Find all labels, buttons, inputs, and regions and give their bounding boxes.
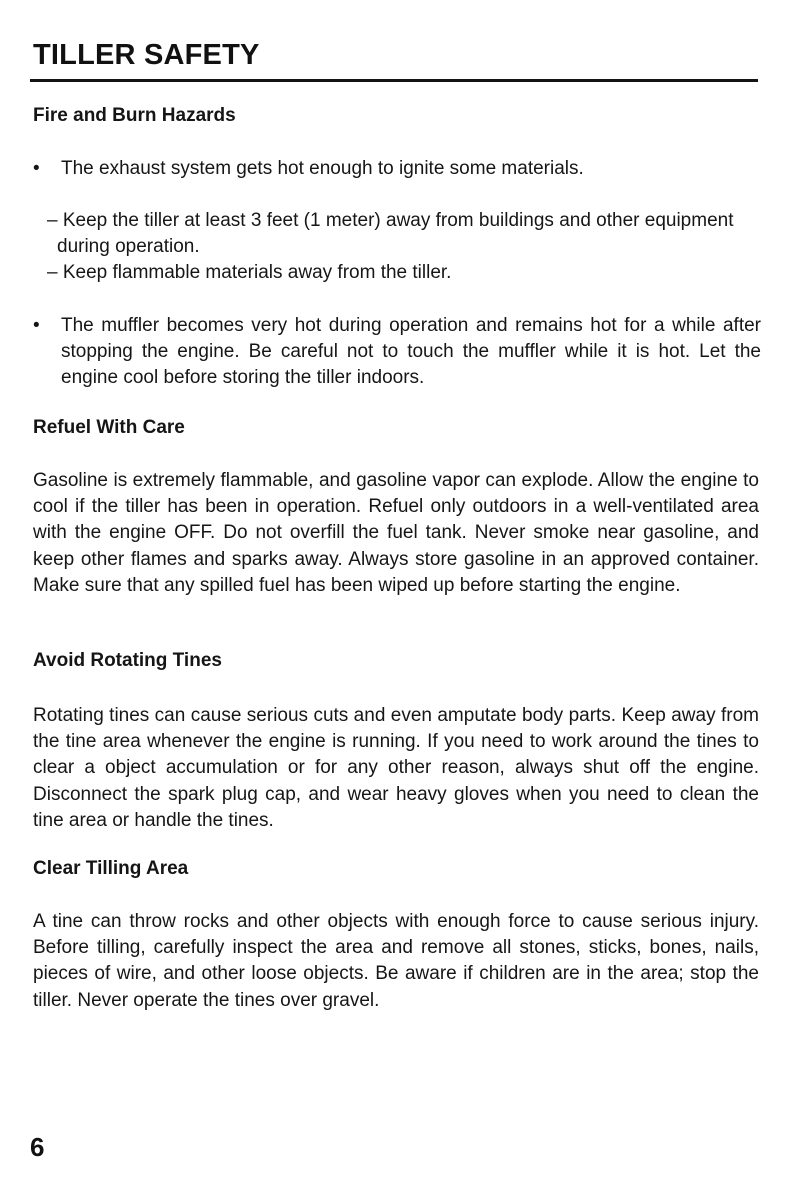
fire-bullet-2-text: The muffler becomes very hot during operation and remains hot for a while after stopping the engine. Be careful not to touch the muffler while it is hot. Let the engine cool before storing the tiller indoors. — [61, 315, 761, 388]
title-underline — [30, 79, 758, 82]
bullet-icon: • — [33, 158, 40, 179]
tines-paragraph: Rotating tines can cause serious cuts and even amputate body parts. Keep away from the tine area whenever the engine is running. If you need to work around the tines to clear a object accumulation or for any other reason, always shut off the engine. Disconnect the spark plug cap, and wear heavy gloves when you need to clean the tine area or handle the tines. — [33, 705, 759, 831]
clear-area-paragraph: A tine can throw rocks and other objects with enough force to cause serious injury. Before tilling, carefully inspect the area and remove all stones, sticks, bones, nails, pieces of wire, and other loose objects. Be aware if children are in the area; stop the tiller. Never operate the tines over gravel. — [33, 911, 759, 1011]
tines-heading: Avoid Rotating Tines — [33, 650, 222, 671]
page-title: TILLER SAFETY — [33, 39, 260, 71]
clear-area-heading: Clear Tilling Area — [33, 858, 189, 879]
bullet-icon: • — [33, 315, 40, 336]
refuel-heading: Refuel With Care — [33, 417, 185, 438]
fire-bullet-1-text: The exhaust system gets hot enough to ignite some materials. — [61, 158, 584, 179]
refuel-paragraph: Gasoline is extremely flammable, and gasoline vapor can explode. Allow the engine to cool if the tiller has been in operation. Refuel only outdoors in a well-ventilated area with the engine OFF. Do not overfill the fuel tank. Never smoke near gasoline, and keep other flames and sparks away. Always store gasoline in an approved container. Make sure that any spilled fuel has been wiped up before starting the engine. — [33, 470, 759, 596]
fire-subitem-2: – Keep flammable materials away from the tiller. — [47, 262, 452, 283]
fire-burn-heading: Fire and Burn Hazards — [33, 105, 236, 126]
page-number: 6 — [30, 1132, 45, 1162]
fire-subitem-1: – Keep the tiller at least 3 feet (1 meter) away from buildings and other equipment during operation. — [47, 210, 734, 257]
